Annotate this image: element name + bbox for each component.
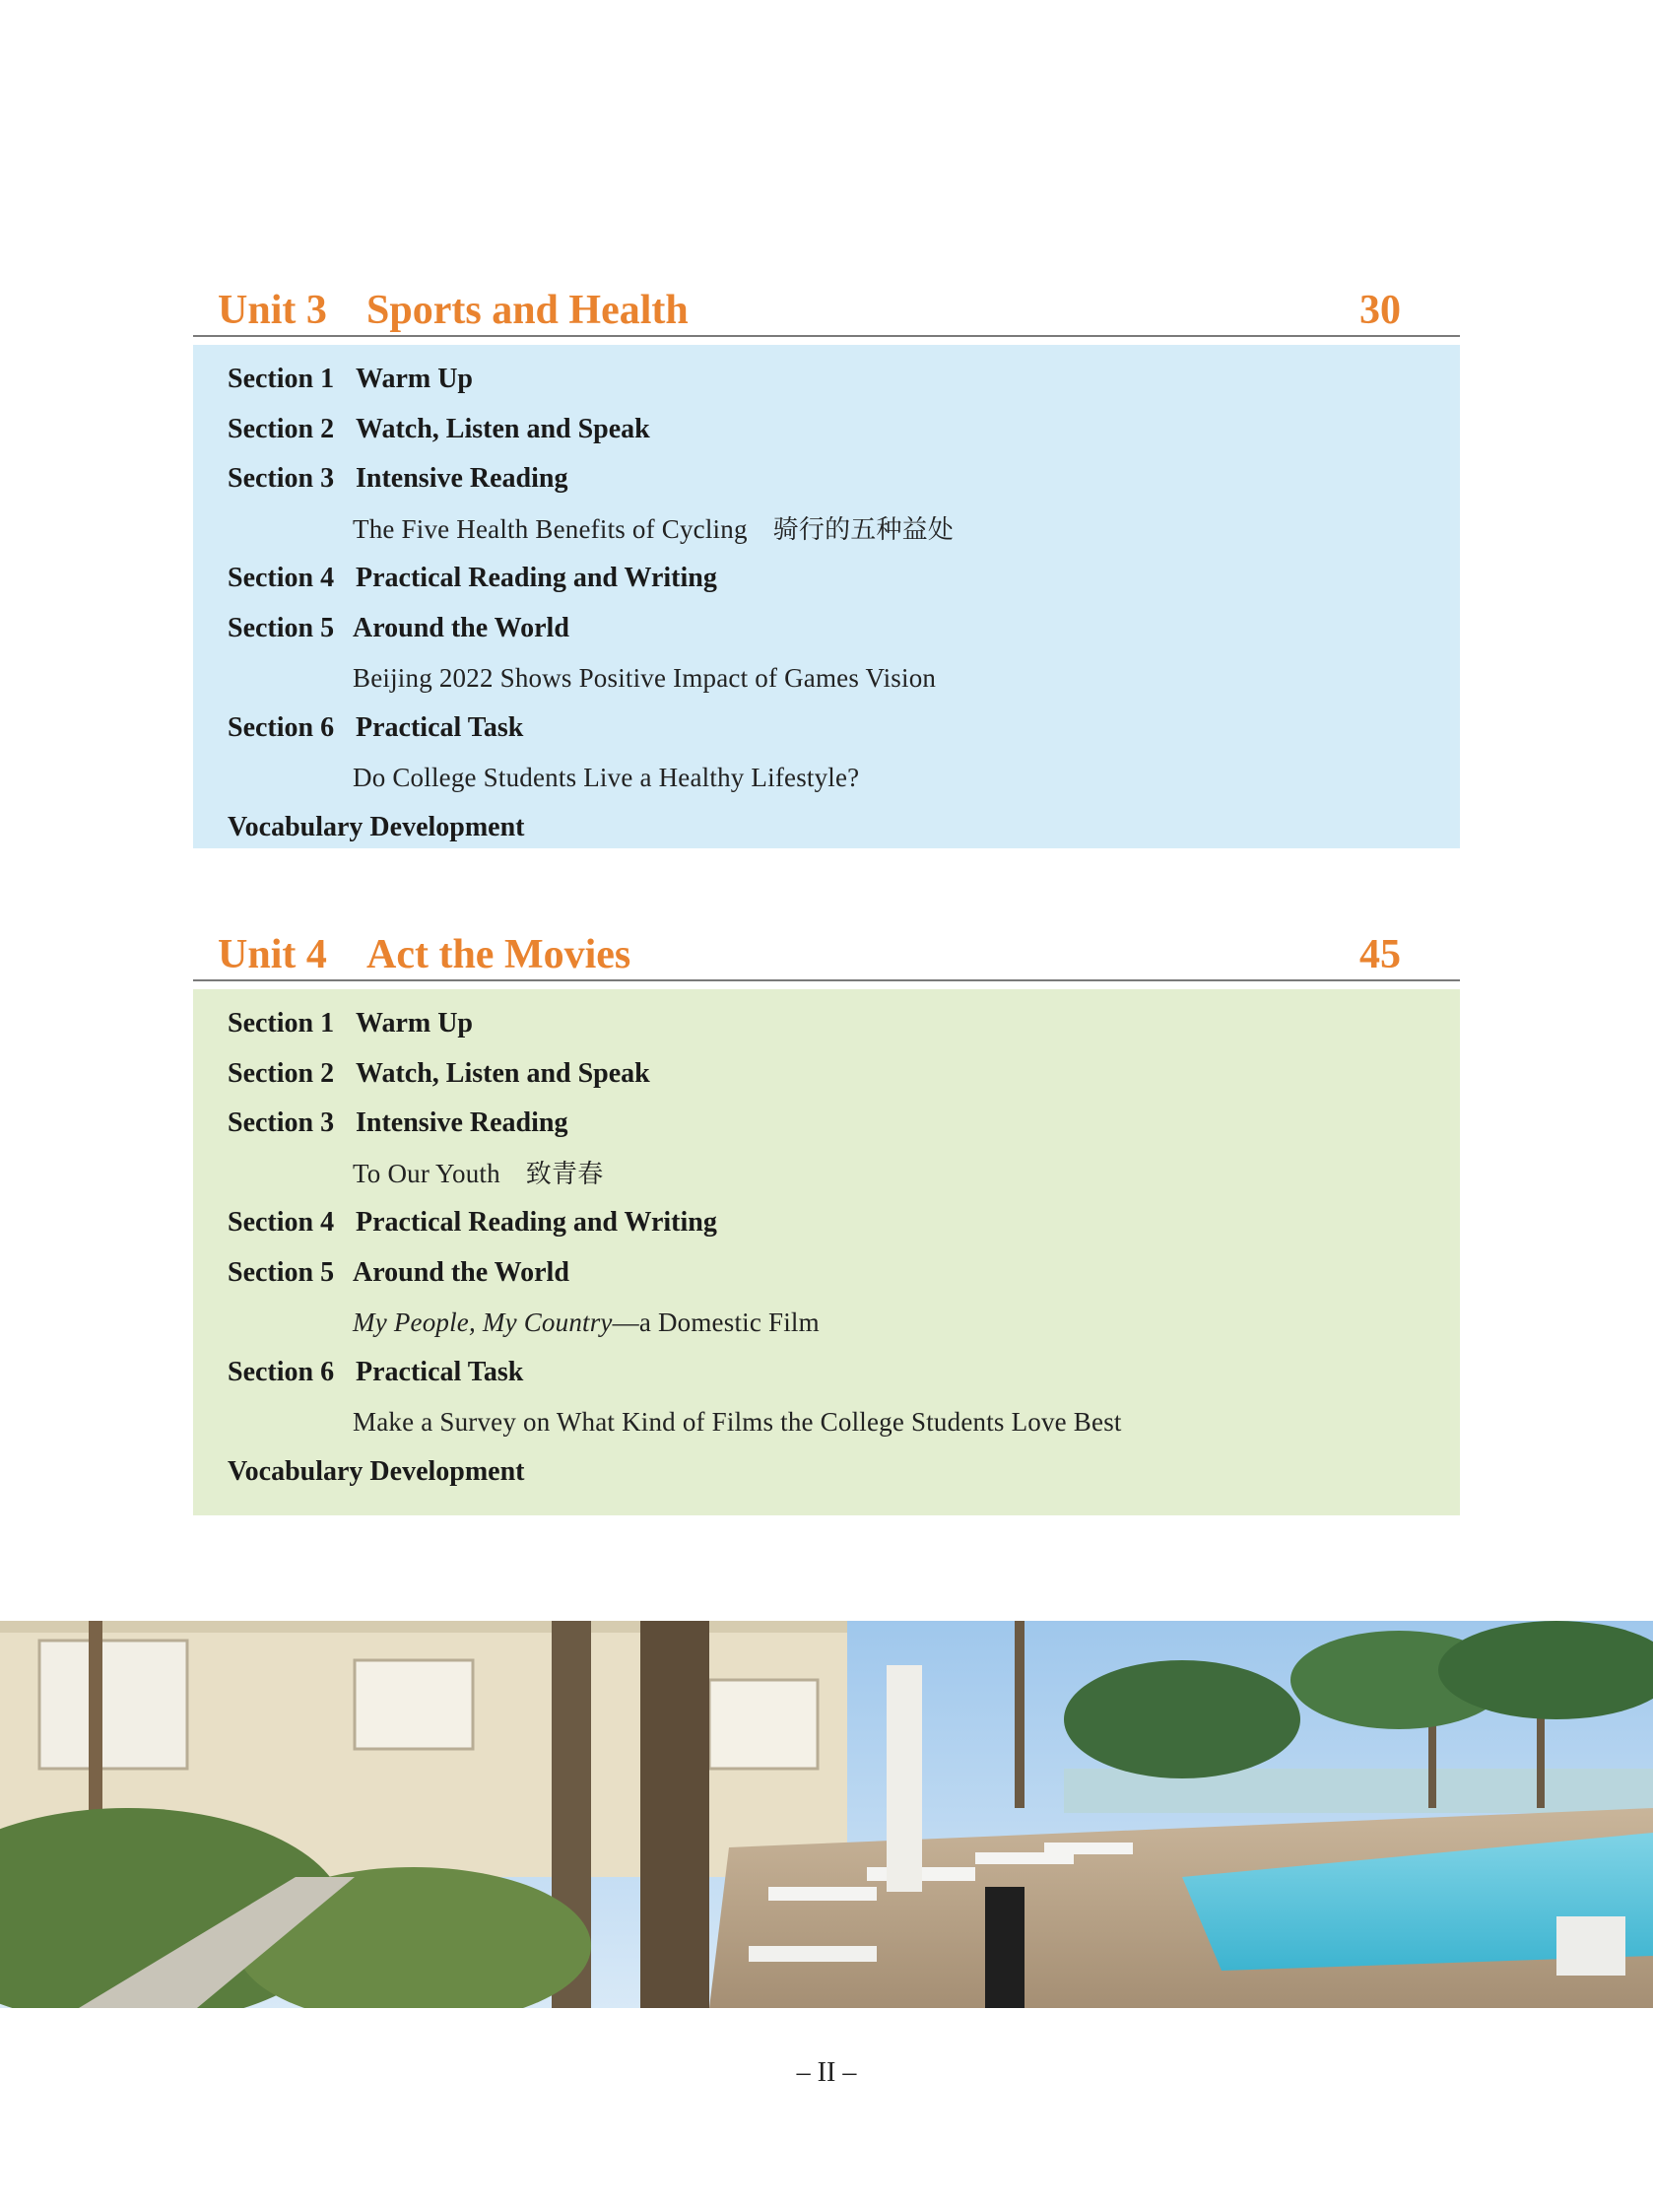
unit-page-number: 45 [1359, 932, 1401, 977]
toc-row[interactable] [193, 1099, 1460, 1149]
toc-subtitle-row[interactable] [193, 1397, 1460, 1447]
section-name: Warm Up [356, 364, 473, 394]
section-name: Around the World [353, 612, 569, 643]
reading-title-en: The Five Health Benefits of Cycling [353, 513, 748, 544]
section-name: Practical Task [356, 1356, 524, 1387]
toc-row[interactable] [193, 1348, 1460, 1398]
unit-title: Sports and Health [366, 288, 689, 333]
toc-row[interactable] [193, 1049, 1460, 1100]
toc-row[interactable] [193, 1248, 1460, 1299]
section-name: Practical Task [356, 711, 524, 743]
unit-title: Act the Movies [366, 932, 631, 977]
reading-title-cn: 致青春 [525, 1159, 604, 1189]
toc-row[interactable] [193, 604, 1460, 654]
toc-row[interactable] [193, 999, 1460, 1049]
reading-title-en: To Our Youth [353, 1158, 500, 1188]
section-name: Watch, Listen and Speak [356, 1057, 650, 1089]
toc-row[interactable] [193, 355, 1460, 405]
toc-row[interactable] [193, 454, 1460, 504]
task-title: Do College Students Live a Healthy Lifestyle? [353, 763, 860, 792]
section-label: Section 5 [228, 1256, 335, 1288]
toc-subtitle-row[interactable] [193, 1298, 1460, 1348]
section-name: Practical Reading and Writing [356, 1207, 717, 1238]
section-label: Section 6 [228, 711, 335, 743]
unit-3-contents [193, 345, 1460, 848]
toc-subtitle-row[interactable] [193, 753, 1460, 803]
section-label: Section 6 [228, 1356, 335, 1387]
toc-row[interactable] [193, 704, 1460, 754]
section-label: Section 2 [228, 413, 335, 444]
section-name: Watch, Listen and Speak [356, 413, 650, 444]
page-number: – II – [796, 2057, 857, 2088]
section-name: Intensive Reading [356, 1107, 568, 1138]
section-label: Section 2 [228, 1057, 335, 1089]
unit-page-number: 30 [1359, 288, 1401, 333]
toc-row[interactable] [193, 554, 1460, 604]
section-label: Section 5 [228, 612, 335, 643]
unit-4-header [193, 928, 1460, 981]
toc-row[interactable] [193, 1447, 1460, 1498]
unit-3 [193, 284, 1460, 848]
section-label: Section 4 [228, 1207, 335, 1238]
toc-subtitle-row[interactable] [193, 1149, 1460, 1199]
unit-4 [193, 928, 1460, 1515]
toc-subtitle-row[interactable] [193, 504, 1460, 555]
task-title: Make a Survey on What Kind of Films the College Students Love Best [353, 1407, 1122, 1437]
toc-row[interactable] [193, 1198, 1460, 1248]
toc-subtitle-row[interactable] [193, 653, 1460, 704]
reading-title [353, 504, 954, 556]
unit-3-header [193, 284, 1460, 337]
resort-pool-photo [0, 1621, 1653, 2008]
vocabulary-development: Vocabulary Development [228, 1455, 525, 1487]
film-title-rest: —a Domestic Film [612, 1307, 820, 1337]
article-title: Beijing 2022 Shows Positive Impact of Games Vision [353, 663, 937, 693]
section-label: Section 3 [228, 1107, 335, 1138]
toc-row[interactable] [193, 803, 1460, 853]
unit-4-contents [193, 989, 1460, 1515]
unit-number: Unit 3 [218, 288, 327, 333]
section-name: Practical Reading and Writing [356, 563, 717, 593]
section-label: Section 1 [228, 1008, 335, 1039]
section-label: Section 4 [228, 563, 335, 593]
section-label: Section 3 [228, 463, 335, 494]
vocabulary-development: Vocabulary Development [228, 811, 525, 842]
section-name: Warm Up [356, 1008, 473, 1039]
toc-row[interactable] [193, 405, 1460, 455]
reading-title-cn: 骑行的五种益处 [772, 514, 955, 545]
article-title [353, 1298, 820, 1348]
reading-title [353, 1149, 603, 1200]
section-name: Around the World [353, 1256, 569, 1288]
section-label: Section 1 [228, 364, 335, 394]
film-title-italic: My People, My Country [353, 1307, 613, 1337]
section-name: Intensive Reading [356, 463, 568, 494]
unit-number: Unit 4 [218, 932, 327, 977]
